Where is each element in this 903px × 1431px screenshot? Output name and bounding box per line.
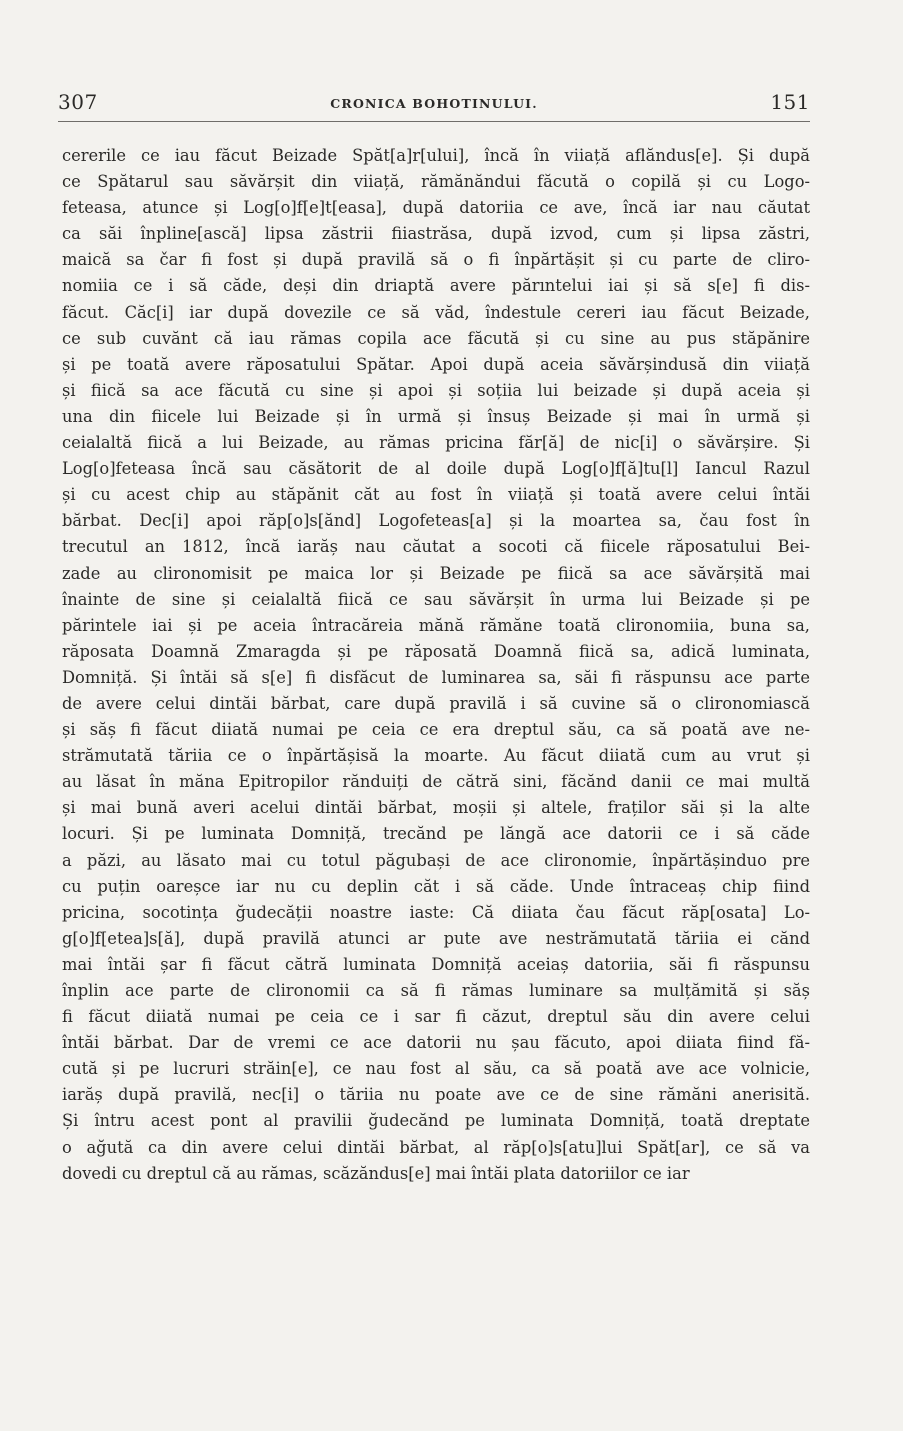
text-line: dovedi cu dreptul că au rămas, scăzăndus[e] mai întăi plata datoriilor ce iar bbox=[62, 1163, 690, 1183]
text-line: cu puțin oareșce iar nu cu deplin căt i să căde. Unde întraceaș chip fiind bbox=[62, 876, 810, 896]
text-line: ca săi înpline[ască] lipsa zăstrii fiiastrăsa, după izvod, cum și lipsa zăstri, bbox=[62, 224, 810, 244]
text-line: zade au clironomisit pe maica lor și Beizade pe fiică sa ace săvărșită mai bbox=[62, 563, 810, 583]
text-line: Și întru acest pont al pravilii ğudecănd pe luminata Domniță, toată dreptate bbox=[62, 1111, 810, 1131]
text-line: strămutată tăriia ce o înpărtășisă la moarte. Au făcut diiată cum au vrut și bbox=[62, 746, 810, 766]
text-line: Domniță. Și întăi să s[e] fi disfăcut de luminarea sa, săi fi răspunsu ace parte bbox=[62, 667, 810, 687]
text-line: și fiică sa ace făcută cu sine și apoi și soțiia lui beizade și după aceia și bbox=[62, 380, 810, 400]
text-line: a păzi, au lăsato mai cu totul păgubași de ace clironomie, înpărtășinduo pre bbox=[62, 850, 810, 870]
body-text bbox=[62, 143, 810, 1187]
text-line: fi făcut diiată numai pe ceia ce i sar fi căzut, dreptul său din avere celui bbox=[62, 1007, 810, 1027]
text-line: feteasa, atunce și Log[o]f[e]t[easa], după datoriia ce ave, încă iar nau căutat bbox=[62, 198, 810, 218]
text-line: iarăș după pravilă, nec[i] o tăriia nu poate ave ce de sine rămăni anerisită. bbox=[62, 1085, 810, 1105]
text-line: răposata Doamnă Zmaragda și pe răposată Doamnă fiică sa, adică luminata, bbox=[62, 641, 810, 661]
header-rule bbox=[58, 121, 810, 122]
text-line: părintele iai și pe aceia întracăreia mănă rămăne toată clironomiia, buna sa, bbox=[62, 615, 810, 635]
text-line: pricina, socotința ğudecății noastre iaste: Că diiata čau făcut răp[osata] Lo- bbox=[62, 902, 810, 922]
text-line: au lăsat în măna Epitropilor rănduiți de cătră sini, făcănd danii ce mai multă bbox=[62, 772, 810, 792]
text-line: întăi bărbat. Dar de vremi ce ace datorii nu șau făcuto, apoi diiata fiind fă- bbox=[62, 1033, 810, 1053]
text-line: cută și pe lucruri străin[e], ce nau fost al său, ca să poată ave ace volnicie, bbox=[62, 1059, 810, 1079]
text-line: și cu acest chip au stăpănit căt au fost în viiață și toată avere celui întăi bbox=[62, 485, 810, 505]
text-line: maică sa čar fi fost și după pravilă să o fi înpărtășit și cu parte de cliro- bbox=[62, 250, 810, 270]
page-number-right: 151 bbox=[770, 90, 810, 114]
text-line: făcut. Căc[i] iar după dovezile ce să văd, îndestule cereri iau făcut Beizade, bbox=[62, 302, 810, 322]
text-line: și pe toată avere răposatului Spătar. Apoi după aceia săvărșindusă din viiață bbox=[62, 354, 810, 374]
text-line: mai întăi șar fi făcut cătră luminata Domniță aceiaș datoriia, săi fi răspunsu bbox=[62, 954, 810, 974]
text-line: trecutul an 1812, încă iarăș nau căutat a socoti că fiicele răposatului Bei- bbox=[62, 537, 810, 557]
running-head bbox=[58, 90, 810, 118]
text-line: o ağută ca din avere celui dintăi bărbat, al răp[o]s[atu]lui Spăt[ar], ce să va bbox=[62, 1137, 810, 1157]
text-line: și săș fi făcut diiată numai pe ceia ce era dreptul său, ca să poată ave ne- bbox=[62, 720, 810, 740]
text-line: ce sub cuvănt că iau rămas copila ace făcută și cu sine au pus stăpănire bbox=[62, 328, 810, 348]
text-line: nomiia ce i să căde, deși din driaptă avere părıntelui iai și să s[e] fi dis- bbox=[62, 276, 810, 296]
text-line: ce Spătarul sau săvărșit din viiață, rămănăndui făcută o copilă și cu Logo- bbox=[62, 172, 810, 192]
text-line: Log[o]feteasa încă sau căsătorit de al doile după Log[o]f[ă]tu[l] Iancul Razul bbox=[62, 459, 810, 479]
text-line: g[o]f[etea]s[ă], după pravilă atunci ar pute ave nestrămutată tăriia ei cănd bbox=[62, 928, 810, 948]
text-line: înainte de sine și ceialaltă fiică ce sau săvărșit în urma lui Beizade și pe bbox=[62, 589, 810, 609]
text-line: cererile ce iau făcut Beizade Spăt[a]r[ului], încă în viiață aflăndus[e]. Și după bbox=[62, 146, 810, 165]
text-line: înplin ace parte de clironomii ca să fi rămas luminare sa mulțămită și săș bbox=[62, 981, 810, 1000]
text-line: locuri. Și pe luminata Domniță, trecănd pe lăngă ace datorii ce i să căde bbox=[62, 824, 810, 844]
text-line: ceialaltă fiică a lui Beizade, au rămas pricina făr[ă] de nic[i] o săvărșire. Și bbox=[62, 433, 810, 453]
page-number-left: 307 bbox=[58, 90, 98, 114]
text-line: una din fiicele lui Beizade și în urmă și însuș Beizade și mai în urmă și bbox=[62, 406, 810, 426]
running-title: CRONICA BOHOTINULUI. bbox=[330, 96, 538, 111]
text-line: și mai bună averi acelui dintăi bărbat, moșii și altele, fraților săi și la alte bbox=[62, 798, 810, 818]
text-line: bărbat. Dec[i] apoi răp[o]s[ănd] Logofeteas[a] și la moartea sa, čau fost în bbox=[62, 511, 810, 531]
text-line: de avere celui dintăi bărbat, care după pravilă i să cuvine să o clironomiască bbox=[62, 693, 810, 713]
